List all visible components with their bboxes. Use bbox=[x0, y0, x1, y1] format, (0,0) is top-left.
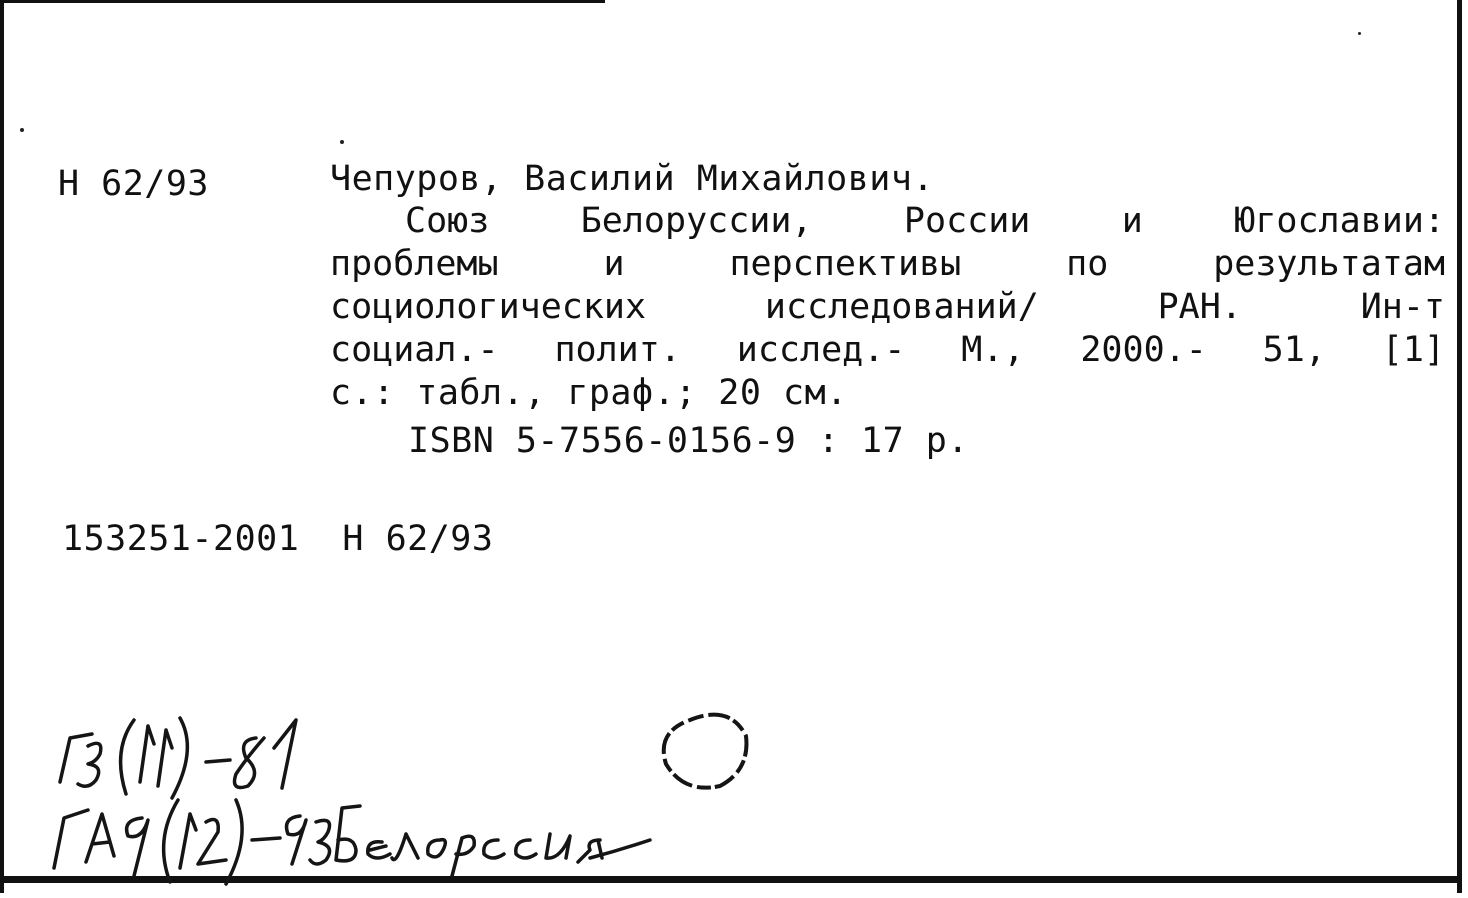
description-line: проблемы и перспективы по результатам bbox=[330, 244, 1445, 284]
card-border-top bbox=[0, 0, 605, 3]
description-line: Союз Белоруссии, России и Югославии: bbox=[405, 201, 1445, 241]
card-border-left bbox=[0, 0, 4, 893]
scan-speck bbox=[20, 128, 24, 132]
isbn-line: ISBN 5-7556-0156-9 : 17 р. bbox=[408, 421, 969, 461]
description-line: социологических исследований/ РАН. Ин-т bbox=[330, 287, 1445, 327]
author-heading: Чепуров, Василий Михайлович. bbox=[330, 159, 935, 199]
scan-speck bbox=[340, 140, 344, 144]
accession-number: 153251-2001 Н 62/93 bbox=[62, 519, 494, 559]
handwritten-notes bbox=[30, 690, 770, 890]
description-line: с.: табл., граф.; 20 см. bbox=[330, 373, 848, 413]
handwriting-drawing bbox=[30, 690, 770, 890]
scan-speck bbox=[1358, 32, 1361, 35]
shelf-mark: Н 62/93 bbox=[58, 164, 210, 204]
card-border-right bbox=[1457, 0, 1462, 893]
description-line: социал.- полит. исслед.- М., 2000.- 51, [1] bbox=[330, 330, 1445, 370]
